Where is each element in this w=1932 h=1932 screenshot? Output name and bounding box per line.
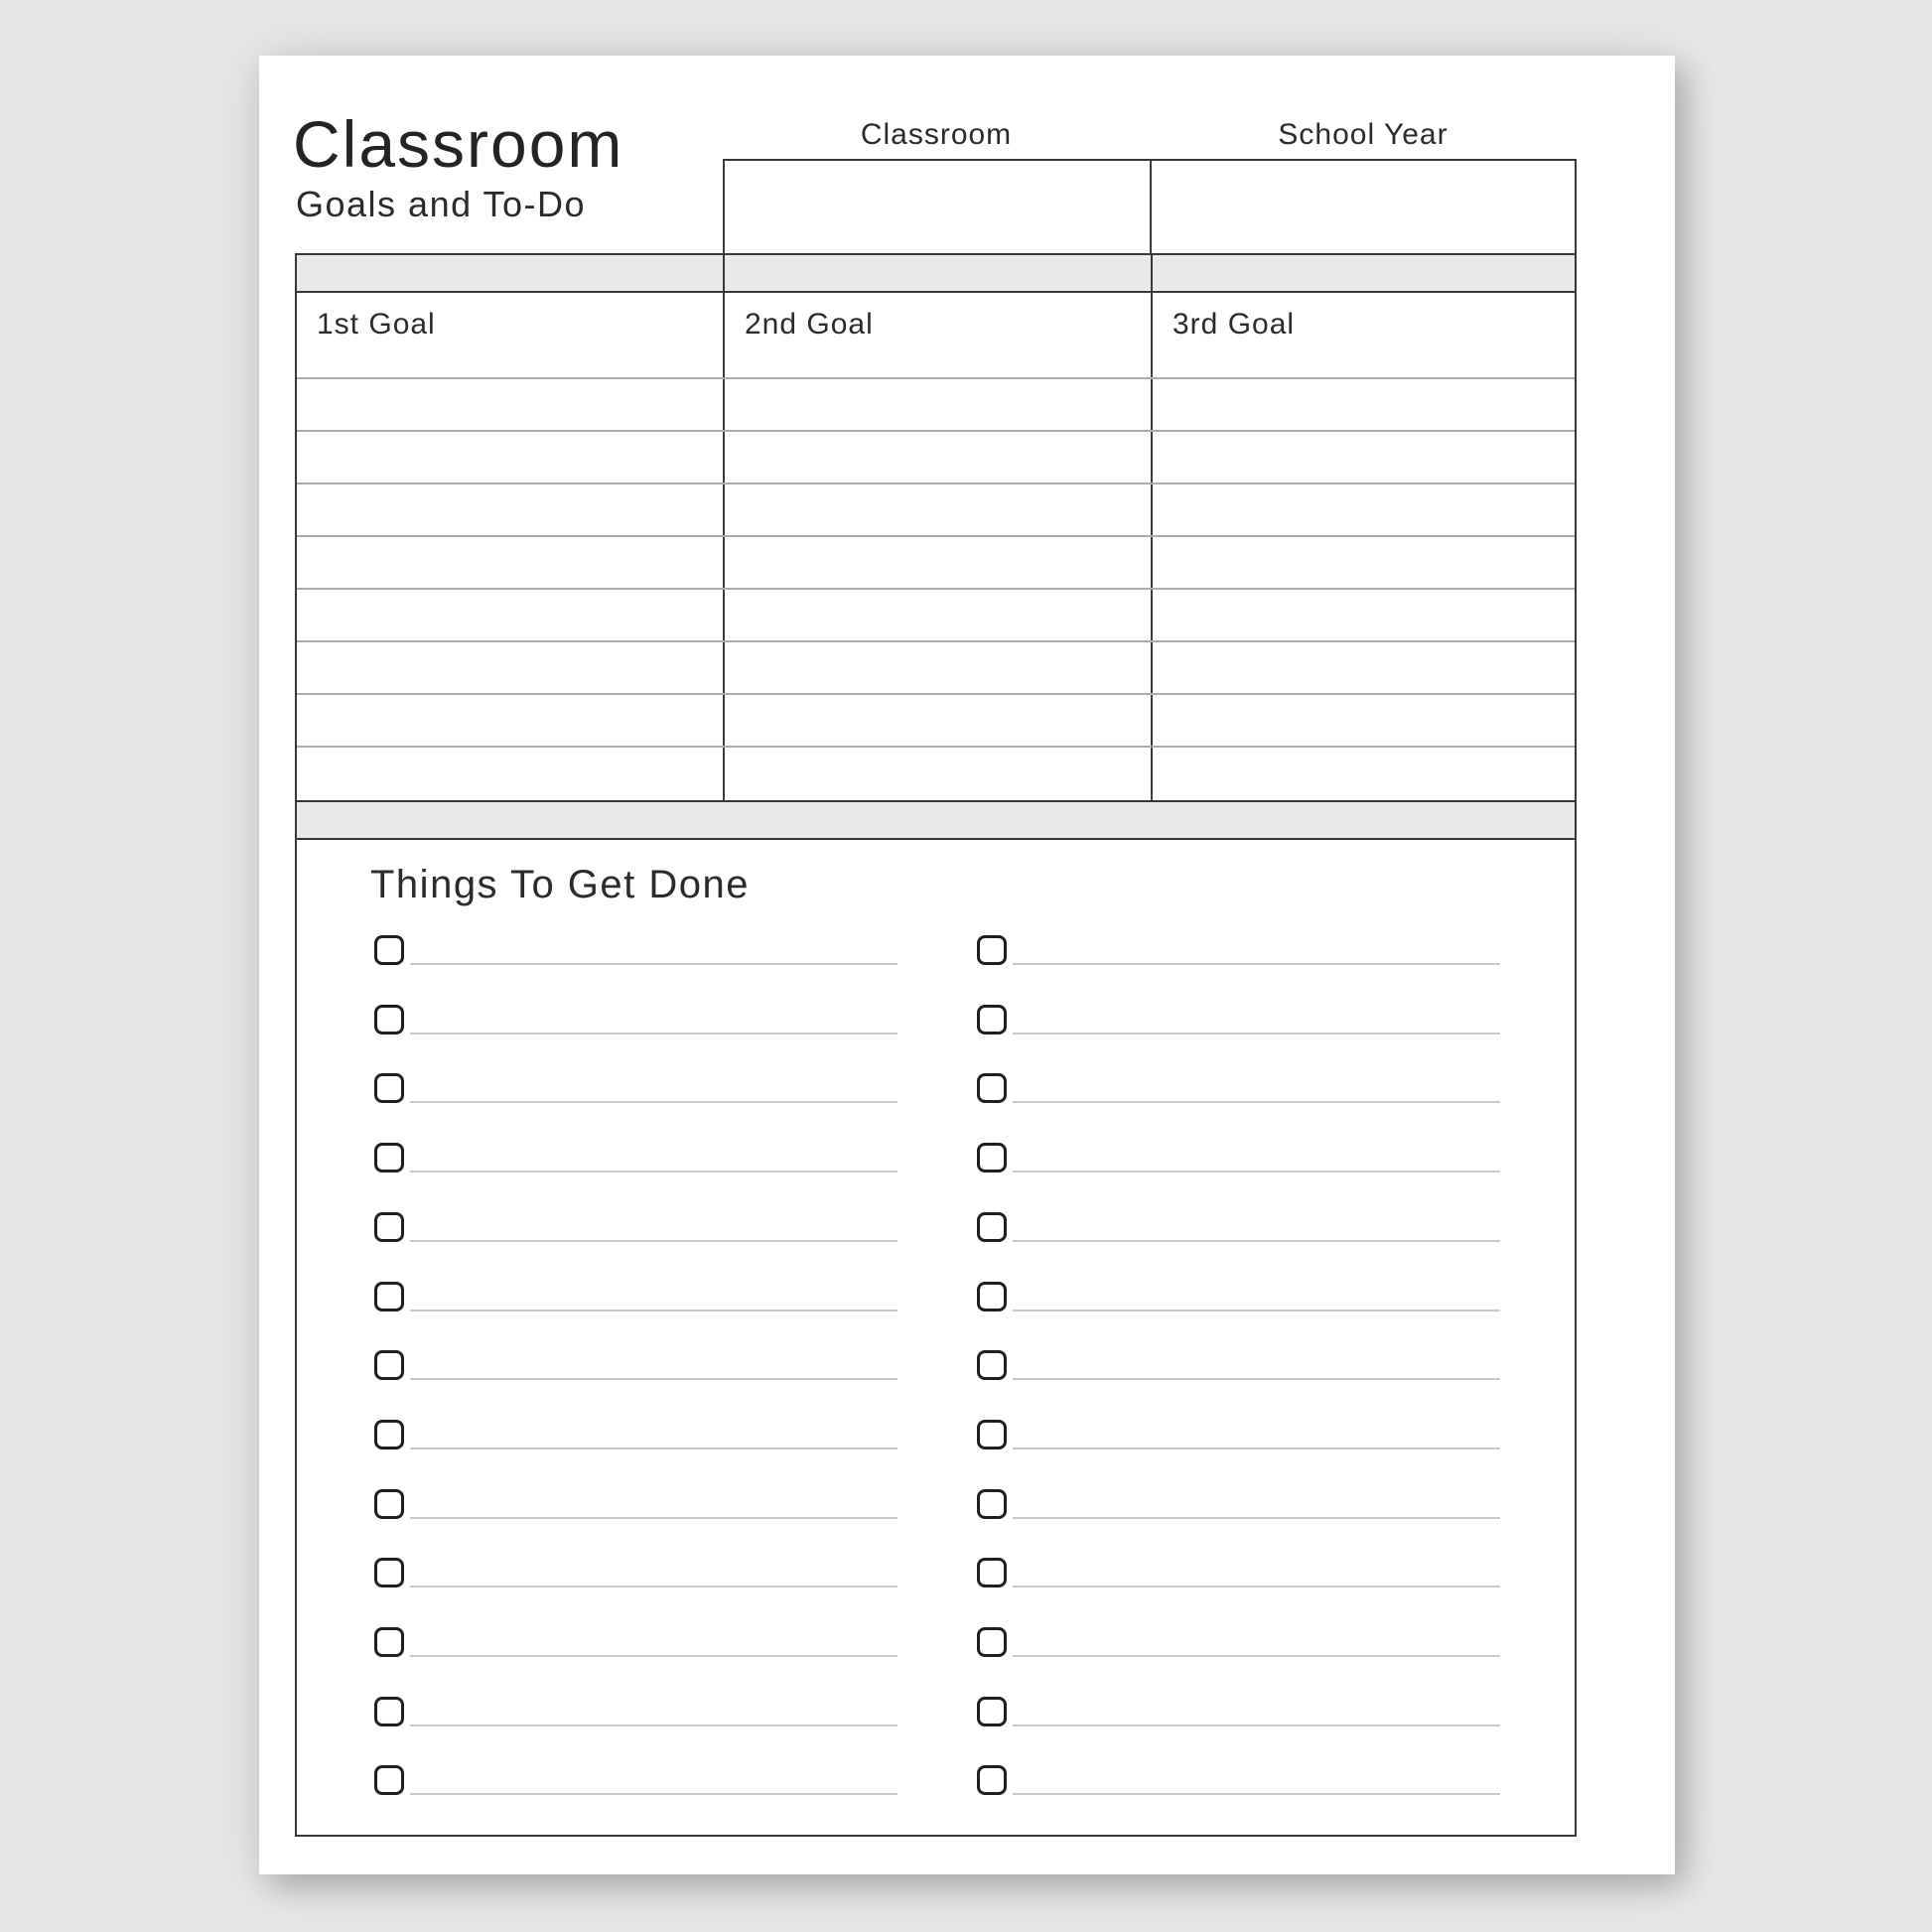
todo-item-line[interactable]	[1013, 1586, 1500, 1587]
checkbox-icon[interactable]	[374, 1765, 404, 1795]
checkbox-icon[interactable]	[374, 1005, 404, 1035]
checkbox-icon[interactable]	[374, 1073, 404, 1103]
todo-item-line[interactable]	[410, 963, 897, 965]
todo-item-line[interactable]	[410, 1448, 897, 1449]
checkbox-icon[interactable]	[977, 1765, 1007, 1795]
checkbox-icon[interactable]	[374, 1697, 404, 1726]
todo-item-line[interactable]	[410, 1101, 897, 1103]
checkbox-icon[interactable]	[977, 1489, 1007, 1519]
goal-rule-line[interactable]	[297, 693, 1575, 695]
todo-item-line[interactable]	[1013, 1655, 1500, 1657]
goal-column-header-3: 3rd Goal	[1173, 308, 1296, 341]
todo-item-line[interactable]	[410, 1171, 897, 1173]
checkbox-icon[interactable]	[374, 1350, 404, 1380]
todo-item-line[interactable]	[1013, 1378, 1500, 1380]
page-title: Classroom	[293, 107, 624, 181]
goal-rule-line[interactable]	[297, 746, 1575, 748]
section-separator-band	[295, 800, 1577, 840]
checkbox-icon[interactable]	[374, 1282, 404, 1311]
checkbox-icon[interactable]	[977, 1005, 1007, 1035]
checkbox-icon[interactable]	[977, 1282, 1007, 1311]
goal-ruled-lines	[297, 255, 1575, 800]
todo-item-line[interactable]	[1013, 963, 1500, 965]
todo-item-line[interactable]	[1013, 1725, 1500, 1726]
todo-item-line[interactable]	[410, 1378, 897, 1380]
checkbox-icon[interactable]	[977, 935, 1007, 965]
goal-rule-line[interactable]	[297, 430, 1575, 432]
todo-item-line[interactable]	[410, 1517, 897, 1519]
checkbox-icon[interactable]	[977, 1420, 1007, 1449]
todo-item-line[interactable]	[410, 1033, 897, 1035]
todo-item-line[interactable]	[410, 1586, 897, 1587]
checkbox-icon[interactable]	[374, 1420, 404, 1449]
todo-item-line[interactable]	[410, 1240, 897, 1242]
planner-page	[259, 56, 1675, 1874]
checkbox-icon[interactable]	[977, 1697, 1007, 1726]
todo-item-line[interactable]	[410, 1725, 897, 1726]
goal-rule-line[interactable]	[297, 640, 1575, 642]
todo-section-title: Things To Get Done	[370, 863, 751, 906]
todo-item-line[interactable]	[410, 1655, 897, 1657]
todo-item-line[interactable]	[1013, 1517, 1500, 1519]
checkbox-icon[interactable]	[977, 1212, 1007, 1242]
classroom-field-label: Classroom	[860, 118, 1013, 151]
checkbox-icon[interactable]	[977, 1350, 1007, 1380]
goal-rule-line[interactable]	[297, 483, 1575, 484]
school-year-field-label: School Year	[1278, 118, 1449, 151]
todo-item-line[interactable]	[410, 1310, 897, 1311]
school-year-field-input[interactable]	[1152, 161, 1577, 255]
todo-item-line[interactable]	[1013, 1033, 1500, 1035]
todo-item-line[interactable]	[1013, 1310, 1500, 1311]
goal-rule-line[interactable]	[297, 535, 1575, 537]
goal-rule-line[interactable]	[297, 377, 1575, 379]
goals-table	[295, 253, 1577, 802]
classroom-field-input[interactable]	[725, 161, 1150, 255]
checkbox-icon[interactable]	[977, 1143, 1007, 1173]
todo-item-line[interactable]	[1013, 1448, 1500, 1449]
checkbox-icon[interactable]	[977, 1558, 1007, 1587]
checkbox-icon[interactable]	[977, 1627, 1007, 1657]
checkbox-icon[interactable]	[374, 935, 404, 965]
todo-item-line[interactable]	[1013, 1793, 1500, 1795]
page-subtitle: Goals and To-Do	[296, 184, 586, 224]
todo-item-line[interactable]	[1013, 1240, 1500, 1242]
checkbox-icon[interactable]	[374, 1489, 404, 1519]
checkbox-icon[interactable]	[977, 1073, 1007, 1103]
checkbox-icon[interactable]	[374, 1143, 404, 1173]
goal-column-header-1: 1st Goal	[317, 308, 436, 341]
todo-list	[297, 840, 1575, 1835]
goal-rule-line[interactable]	[297, 588, 1575, 590]
todo-item-line[interactable]	[1013, 1171, 1500, 1173]
goal-column-header-2: 2nd Goal	[745, 308, 874, 341]
checkbox-icon[interactable]	[374, 1627, 404, 1657]
header-fields-box	[723, 159, 1577, 255]
todo-item-line[interactable]	[1013, 1101, 1500, 1103]
todo-item-line[interactable]	[410, 1793, 897, 1795]
checkbox-icon[interactable]	[374, 1558, 404, 1587]
todo-section	[295, 838, 1577, 1837]
checkbox-icon[interactable]	[374, 1212, 404, 1242]
